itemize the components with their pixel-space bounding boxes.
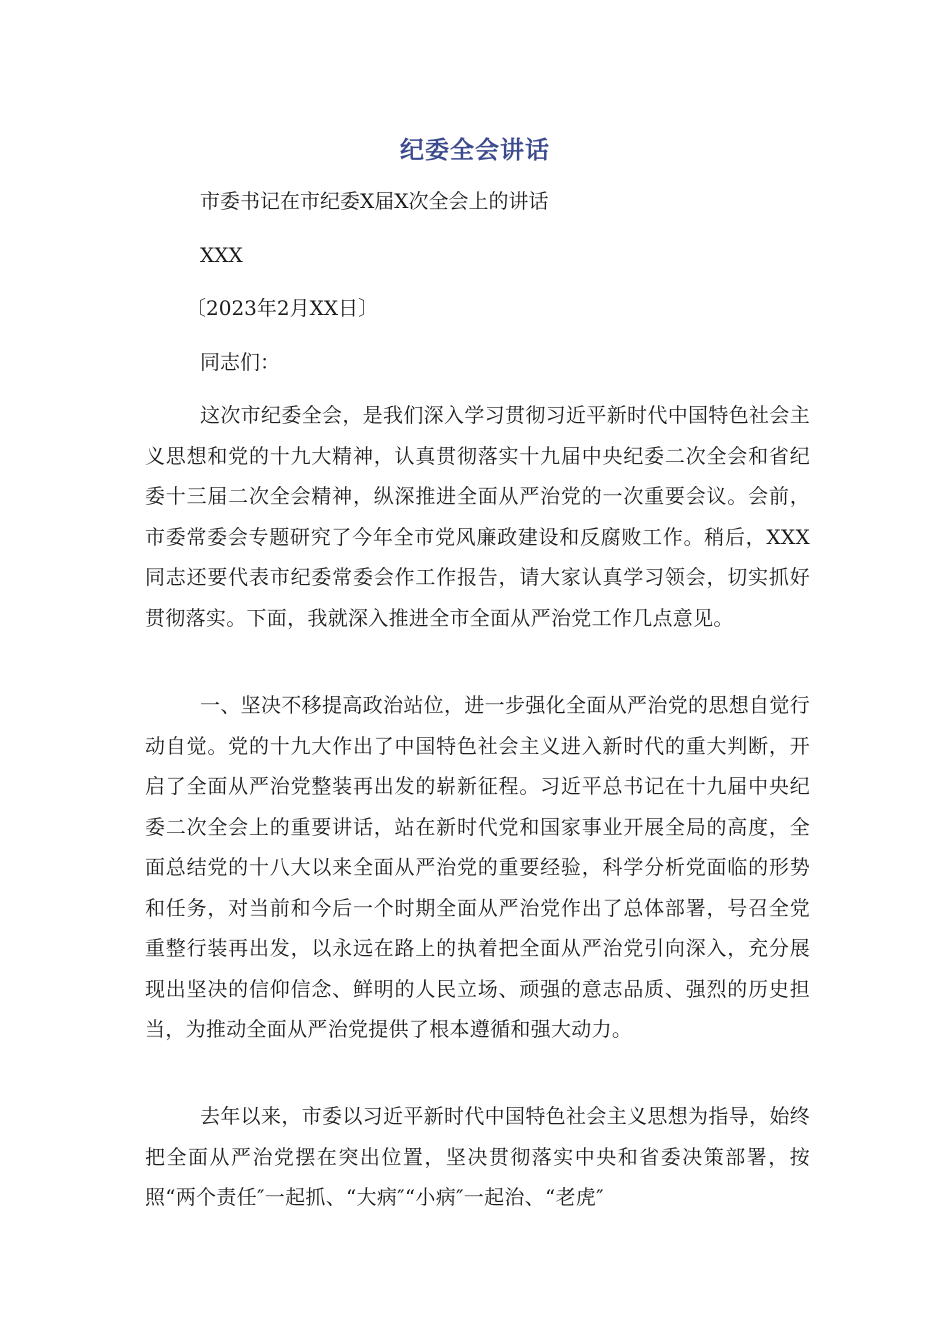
document-salutation: 同志们： (200, 350, 280, 374)
document-title: 纪委全会讲话 (400, 136, 550, 164)
body-paragraph: 这次市纪委全会，是我们深入学习贯彻习近平新时代中国特色社会主义思想和党的十九大精神，认真贯彻落实十九届中央纪委二次全会和省纪委十三届二次全会精神，纵深推进全面从严治党的一次重要会议。会前，市委常委会专题研究了今年全市党风廉政建设和反腐败工作。稍后，XXX同志还要代表市纪委常委会作工作报告，请大家认真学习领会，切实抓好贯彻落实。下面，我就深入推进全市全面从严治党工作几点意见。 (145, 403, 810, 630)
document-author: XXX (200, 243, 243, 267)
body-paragraph: 去年以来，市委以习近平新时代中国特色社会主义思想为指导，始终把全面从严治党摆在突出位置，坚决贯彻落实中央和省委决策部署，按照“两个责任″一起抓、“大病″“小病″一起治、“老虎″ (145, 1104, 810, 1209)
document-date: 〔2023年2月XX日〕 (186, 296, 379, 320)
document-subtitle: 市委书记在市纪委X届X次全会上的讲话 (200, 189, 549, 213)
body-paragraph: 一、坚决不移提高政治站位，进一步强化全面从严治党的思想自觉行动自觉。党的十九大作出了中国特色社会主义进入新时代的重大判断，开启了全面从严治党整装再出发的崭新征程。习近平总书记在十九届中央纪委二次全会上的重要讲话，站在新时代党和国家事业开展全局的高度，全面总结党的十八大以来全面从严治党的重要经验，科学分析党面临的形势和任务，对当前和今后一个时期全面从严治党作出了总体部署，号召全党重整行装再出发，以永远在路上的执着把全面从严治党引向深入，充分展现出坚决的信仰信念、鲜明的人民立场、顽强的意志品质、强烈的历史担当，为推动全面从严治党提供了根本遵循和强大动力。 (145, 693, 810, 1041)
